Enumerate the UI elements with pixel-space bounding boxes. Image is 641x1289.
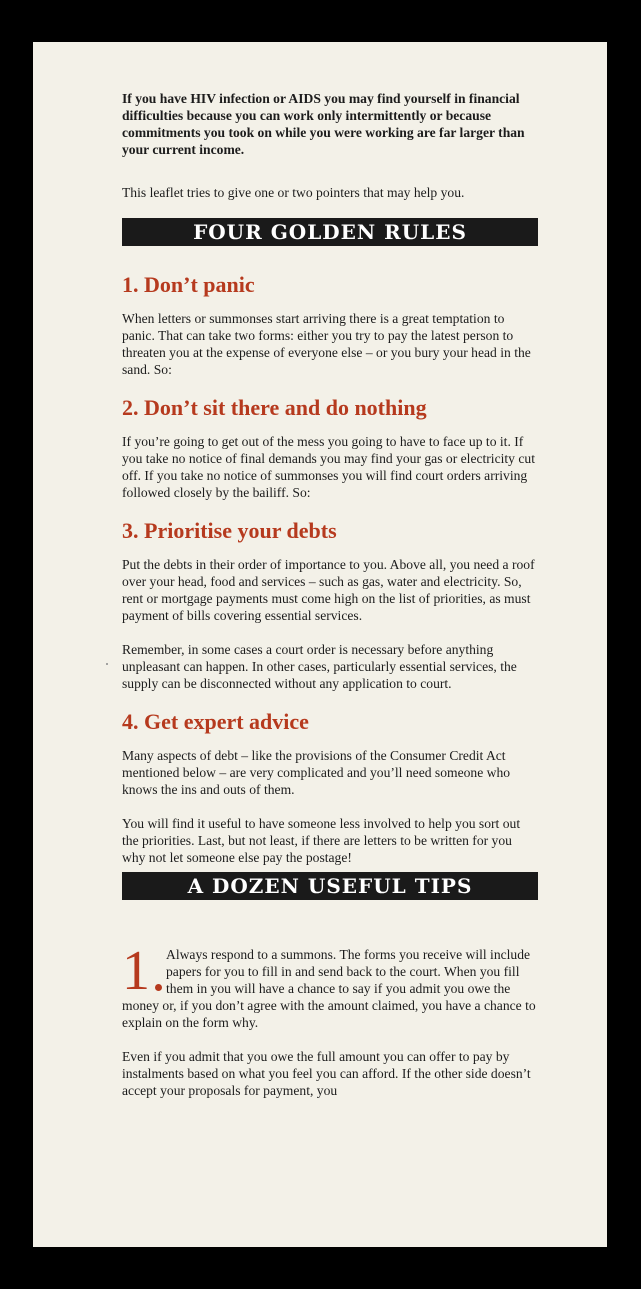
banner-four-golden-rules: FOUR GOLDEN RULES <box>122 218 538 246</box>
rule-4 <box>122 709 538 866</box>
rule-heading: 2. Don’t sit there and do nothing <box>122 395 427 420</box>
rule-2 <box>122 395 538 501</box>
rule-paragraph: Many aspects of debt – like the provisions of the Consumer Credit Act mentioned below – are very complicated and you’ll need someone who knows the ins and outs of them. <box>122 748 511 797</box>
tip-1 <box>122 940 538 1099</box>
paper-speck <box>106 663 108 665</box>
rule-paragraph: You will find it useful to have someone less involved to help you sort out the priorities. Last, but not least, if there are letters to be written for you why not let someone else pay the postage! <box>122 816 521 865</box>
rule-heading: 1. Don’t panic <box>122 272 255 297</box>
tip-paragraph: Always respond to a summons. The forms you receive will include papers for you to fill in and send back to the court. When you fill them in you will have a chance to say if you admit you owe the money or, if you don’t agree with the amount claimed, you have a chance to explain on the form why. <box>122 947 536 1030</box>
tip-number-dot <box>155 984 162 991</box>
tip-number: 1 <box>122 940 150 1002</box>
rule-paragraph: If you’re going to get out of the mess you going to have to face up to it. If you take no notice of final demands you may find your gas or electricity cut off. If you take no notice of summonses you will find court orders arriving followed closely by the bailiff. So: <box>122 434 535 500</box>
rule-1 <box>122 272 538 378</box>
intro-paragraph: If you have HIV infection or AIDS you may find yourself in financial difficulties because you can work only intermittently or because commitments you took on while you were working are far larger than your current income. <box>122 91 525 157</box>
rule-paragraph: Put the debts in their order of importance to you. Above all, you need a roof over your head, food and services – such as gas, water and electricity. So, rent or mortgage payments must come high on the list of priorities, as must payment of bills covering essential services. <box>122 557 535 623</box>
tip-number-drop-cap <box>122 940 162 1002</box>
rule-paragraph: Remember, in some cases a court order is necessary before anything unpleasant can happen. In other cases, particularly essential services, the supply can be disconnected without any application to court. <box>122 642 517 691</box>
leaflet-page <box>33 42 607 1247</box>
rule-heading: 4. Get expert advice <box>122 709 309 734</box>
tip-continuation-paragraph: Even if you admit that you owe the full amount you can offer to pay by instalments based on what you feel you can afford. If the other side doesn’t accept your proposals for payment, you <box>122 1049 531 1098</box>
lead-paragraph: This leaflet tries to give one or two pointers that may help you. <box>122 185 465 200</box>
rule-3 <box>122 518 538 692</box>
rule-heading: 3. Prioritise your debts <box>122 518 337 543</box>
leaflet-content <box>122 90 538 1116</box>
banner-dozen-useful-tips: A DOZEN USEFUL TIPS <box>122 872 538 900</box>
rule-paragraph: When letters or summonses start arriving there is a great temptation to panic. That can take two forms: either you try to pay the latest person to threaten you at the expense of everyone else – or you bury your head in the sand. So: <box>122 311 531 377</box>
